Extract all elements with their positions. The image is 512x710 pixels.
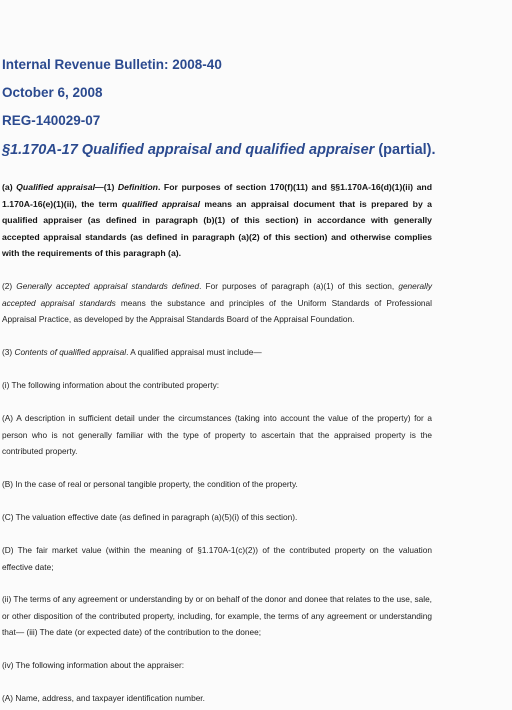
para-2-text1: . For purposes of paragraph (a)(1) of this section, [199, 281, 399, 291]
paragraph-a-1 [2, 179, 432, 262]
para-2-text2: means the substance and principles of the Uniform Standards of Professional Appraisal Practice, as developed by the Appraisal Standards Board of the Appraisal Foundation. [2, 297, 433, 324]
item-A: (A) A description in sufficient detail under the circumstances (taking into account the value of the property) for a person who is not generally familiar with the type of property to ascertain that the appraised property is the contributed property. [2, 413, 432, 456]
para-a-text1: . For purposes of section 170(f)(11) and §§1.170A-16(d)(1)(ii) and 1.170A-16(e)(1)(ii), the term [2, 182, 433, 209]
para-2-label: (2) [2, 281, 17, 291]
section-title-suffix: (partial). [374, 142, 436, 158]
para-3-label: (3) [2, 347, 15, 357]
bulletin-heading: Internal Revenue Bulletin: 2008-40 [2, 57, 222, 72]
para-2-heading: Generally accepted appraisal standards defined [16, 281, 200, 291]
para-2-term: generally accepted appraisal standards [2, 281, 432, 308]
item-D: (D) The fair market value (within the meaning of §1.170A-1(c)(2)) of the contributed property on the valuation effective date; [2, 545, 432, 572]
para-a-text2: means an appraisal document that is prepared by a qualified appraiser (as defined in paragraph (b)(1) of this section) in accordance with generally accepted appraisal standards (as defined in paragraph (a)(2) of this section) and otherwise complies with the requirements of this paragraph (a). [2, 198, 433, 258]
item-C: (C) The valuation effective date (as defined in paragraph (a)(5)(i) of this section). [2, 512, 298, 522]
item-B: (B) In the case of real or personal tangible property, the condition of the property. [2, 479, 298, 489]
item-A2: (A) Name, address, and taxpayer identification number. [2, 693, 205, 703]
date-heading: October 6, 2008 [2, 85, 103, 100]
section-title [2, 142, 436, 158]
regulation-number-heading: REG-140029-07 [2, 113, 101, 128]
item-ii: (ii) The terms of any agreement or understanding by or on behalf of the donor and donee that relates to the use, sale, or other disposition of the contributed property, including, for example, the terms of any agreement or understanding that— (iii) The date (or expected date) of the contribution to the donee; [2, 594, 432, 637]
para-3-text: . A qualified appraisal must include— [126, 347, 262, 357]
paragraph-a-3 [2, 344, 432, 361]
paragraph-a-2 [2, 278, 432, 328]
para-a-mid: —(1) [95, 182, 118, 192]
para-a-term: Qualified appraisal [16, 182, 96, 192]
item-iv: (iv) The following information about the appraiser: [2, 660, 185, 670]
para-a-term2: qualified appraisal [121, 198, 201, 209]
item-i: (i) The following information about the contributed property: [2, 380, 220, 390]
section-title-italic: §1.170A-17 Qualified appraisal and qualified appraiser [2, 142, 375, 158]
para-a-def: Definition [117, 182, 158, 192]
para-3-heading: Contents of qualified appraisal [14, 347, 127, 357]
para-a-label: (a) [2, 182, 17, 192]
